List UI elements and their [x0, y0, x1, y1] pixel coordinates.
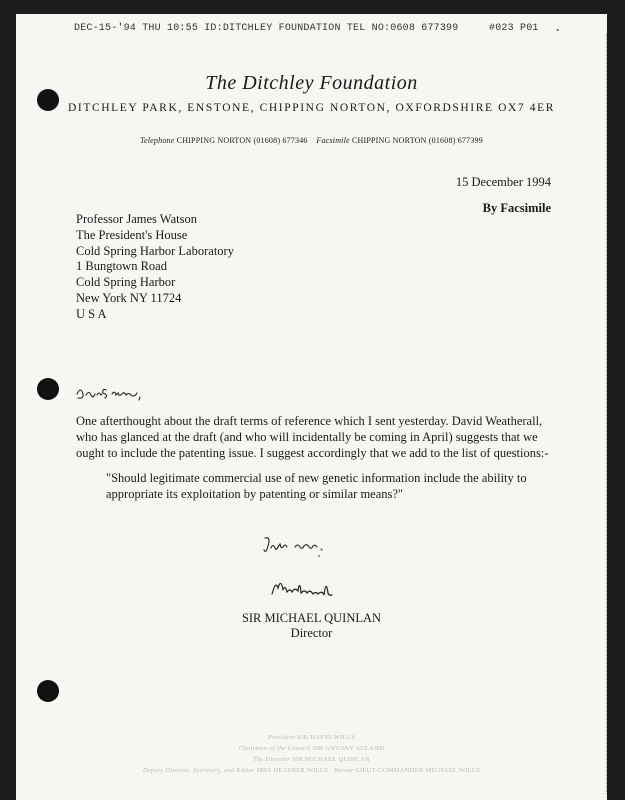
footer-label: President — [267, 734, 296, 741]
telephone-label: Telephone — [140, 136, 175, 145]
signatory-name: SIR MICHAEL QUINLAN — [241, 611, 382, 625]
handwritten-greeting — [74, 380, 154, 404]
recipient-address — [76, 212, 234, 323]
recipient-line: Cold Spring Harbor — [76, 275, 176, 290]
handwritten-closing — [261, 532, 341, 558]
footer-line — [16, 765, 607, 776]
footer-label: Chairman of the Council — [238, 745, 311, 752]
recipient-line: New York NY 11724 — [76, 290, 182, 305]
footer-value: SIR MICHAEL QUINLAN — [292, 756, 371, 763]
punch-hole — [37, 378, 59, 400]
fax-transmission-header — [74, 23, 577, 34]
recipient-line: The President's House — [76, 227, 188, 242]
facsimile-number: CHIPPING NORTON (01608) 677399 — [351, 136, 483, 145]
letter-date: 15 December 1994 — [455, 175, 551, 189]
footer-line — [16, 754, 607, 765]
footer-value: SIR ANTONY ACLAND — [312, 745, 385, 752]
signatory — [16, 611, 607, 641]
punch-hole — [37, 680, 59, 702]
facsimile-label: Facsimile — [316, 136, 350, 145]
letterhead-address: DITCHLEY PARK, ENSTONE, CHIPPING NORTON, OXFORDSHIRE OX7 4ER — [68, 102, 555, 114]
signatory-title: Director — [290, 626, 333, 640]
recipient-line: 1 Bungtown Road — [76, 259, 167, 274]
page-edge — [604, 34, 607, 794]
recipient-line: Cold Spring Harbor Laboratory — [76, 243, 234, 258]
fax-page — [16, 14, 607, 800]
fax-dot: • — [556, 26, 559, 35]
footer-line — [16, 732, 607, 743]
telephone-number: CHIPPING NORTON (01608) 677346 — [176, 136, 308, 145]
footer-value: LIEUT-COMMANDER MICHAEL WILLS — [355, 767, 481, 774]
letter-quote: "Should legitimate commercial use of new genetic information include the ability to appropriate its exploitation by patenting or similar means?" — [106, 471, 527, 501]
handwritten-signature — [266, 572, 356, 602]
delivery-method: By Facsimile — [482, 201, 551, 215]
letterhead-footer — [16, 732, 607, 776]
fax-header-left: DEC-15-'94 THU 10:55 ID:DITCHLEY FOUNDATION TEL NO:0608 677399 — [74, 23, 459, 34]
footer-label: The Director — [252, 756, 291, 763]
letterhead-contact — [16, 136, 607, 145]
footer-value: SIR DAVID WILLS — [297, 734, 356, 741]
punch-hole — [37, 89, 59, 111]
letter-body: One afterthought about the draft terms of reference which I sent yesterday. David Weatherall, who has glanced at the draft (and who will incidentally be coming in April) suggests that we ought to include the patenting issue. I suggest accordingly that we add to the list of questions:- — [76, 414, 549, 460]
recipient-line: Professor James Watson — [76, 212, 197, 226]
fax-header-right: #023 P01 — [489, 23, 539, 34]
footer-value: MRS HEATHER WILLS — [256, 767, 329, 774]
footer-label: Bursar — [334, 767, 354, 774]
footer-label: Deputy Director, Secretary, and Editor — [142, 767, 255, 774]
letterhead-title: The Ditchley Foundation — [205, 72, 418, 94]
recipient-line: U S A — [76, 306, 107, 321]
footer-line — [16, 743, 607, 754]
